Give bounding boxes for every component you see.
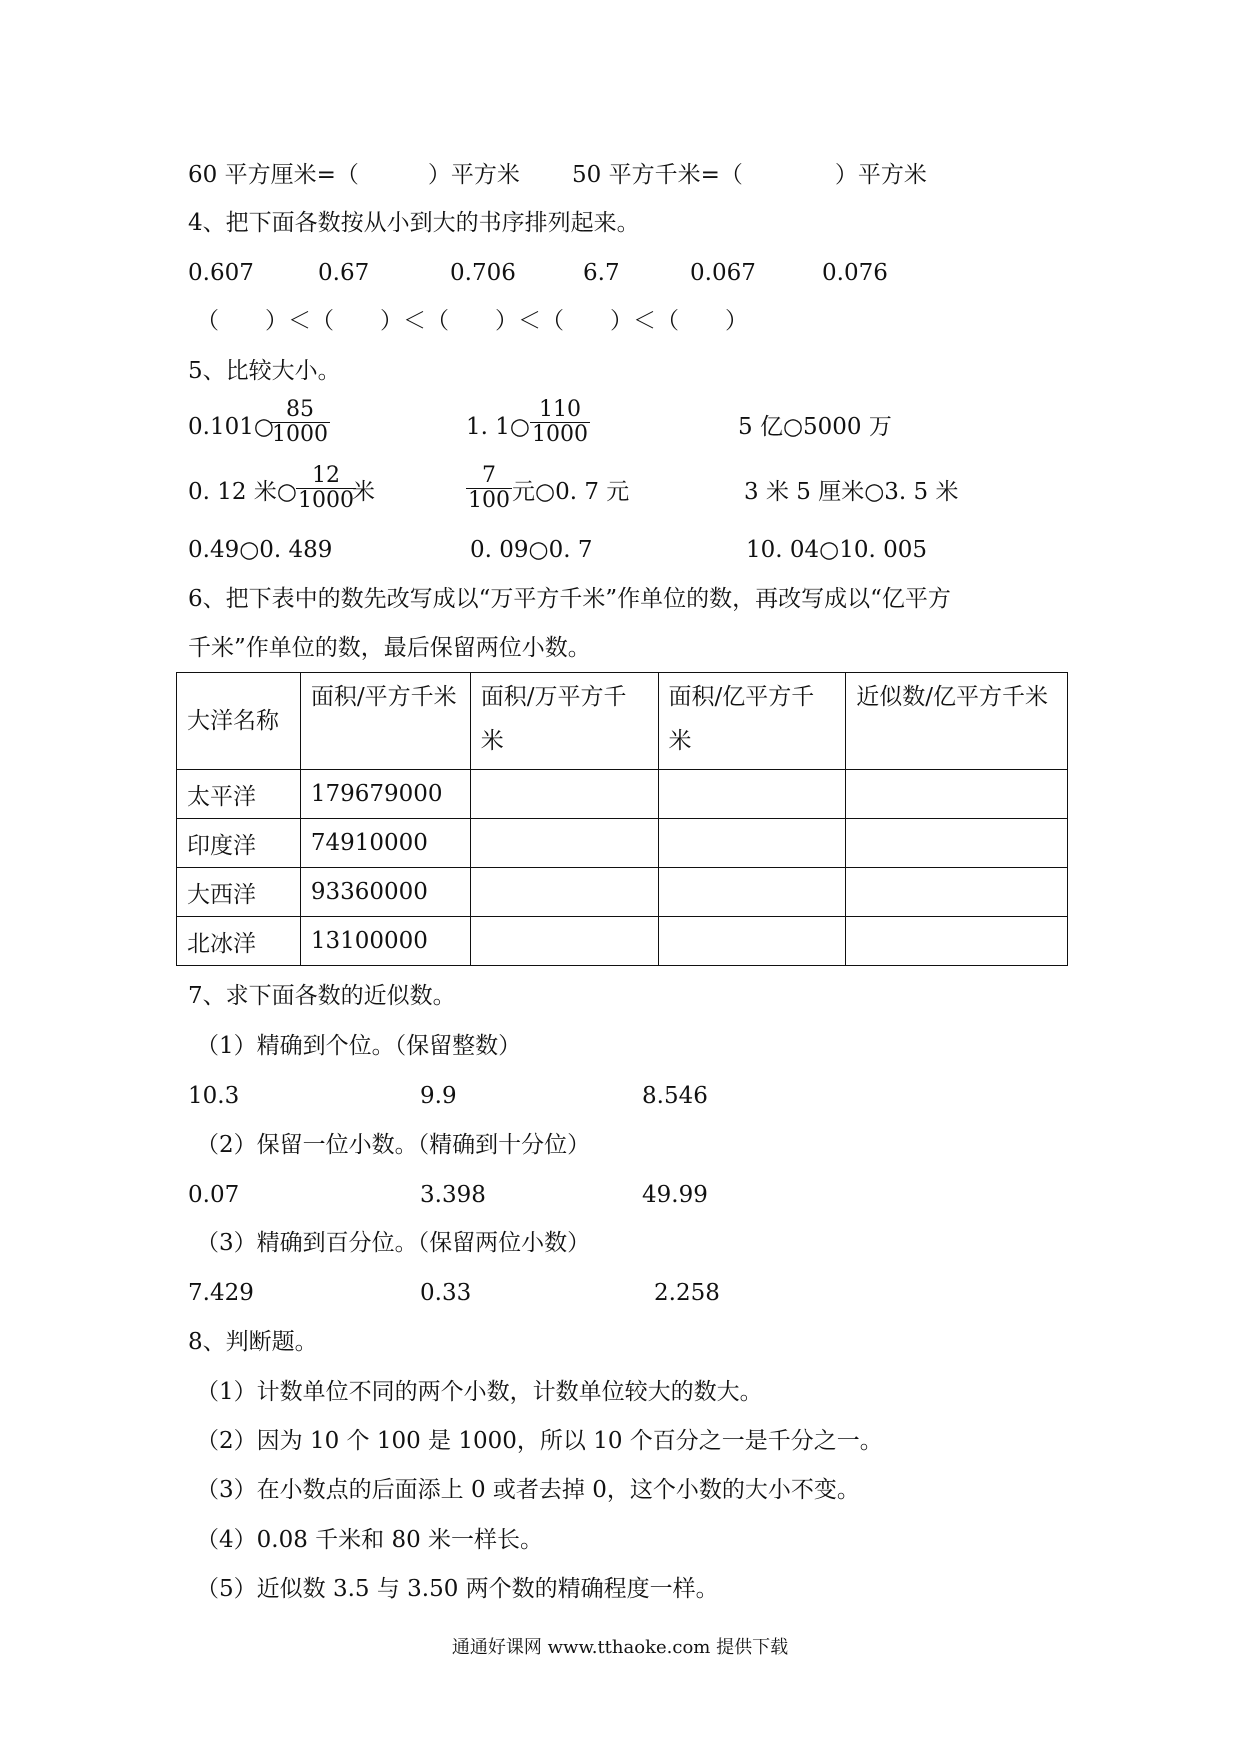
q4-number: 0.076 bbox=[822, 260, 888, 286]
q4-number: 0.607 bbox=[188, 260, 254, 286]
fraction-numerator: 12 bbox=[312, 463, 340, 488]
blank-answer-cell[interactable] bbox=[658, 868, 846, 917]
q5-title: 5、比较大小。 bbox=[188, 358, 341, 384]
q7-part3-value: 7.429 bbox=[188, 1280, 254, 1306]
fraction-denominator: 1000 bbox=[298, 488, 354, 513]
ocean-area-table bbox=[176, 672, 1068, 966]
q4-number: 0.706 bbox=[450, 260, 516, 286]
q6-title-line1: 6、把下表中的数先改写成以“万平方千米”作单位的数，再改写成以“亿平方 bbox=[188, 586, 951, 612]
q8-statement: （4）0.08 千米和 80 米一样长。 bbox=[196, 1527, 544, 1553]
q7-part2-value: 0.07 bbox=[188, 1182, 240, 1208]
q7-part1-title: （1）精确到个位。（保留整数） bbox=[196, 1033, 522, 1059]
q7-part3-title: （3）精确到百分位。（保留两位小数） bbox=[196, 1230, 591, 1256]
page-footer: 通通好课网 www.tthaoke.com 提供下载 bbox=[451, 1637, 789, 1658]
area-cell: 93360000 bbox=[300, 868, 470, 917]
header-approx-100m-km2: 近似数/亿平方千米 bbox=[846, 673, 1068, 770]
blank-answer-cell[interactable] bbox=[470, 917, 658, 966]
q4-number: 0.067 bbox=[690, 260, 756, 286]
q4-order-blanks: （ ）＜（ ）＜（ ）＜（ ）＜（ ） bbox=[196, 308, 748, 334]
q4-number: 6.7 bbox=[583, 260, 620, 286]
fraction-denominator: 100 bbox=[468, 488, 510, 513]
table-row bbox=[177, 770, 1068, 819]
area-cell: 13100000 bbox=[300, 917, 470, 966]
q7-part3-value: 2.258 bbox=[654, 1280, 720, 1306]
q8-statement: （2）因为 10 个 100 是 1000，所以 10 个百分之一是千分之一。 bbox=[196, 1428, 883, 1454]
blank-answer-cell[interactable] bbox=[846, 868, 1068, 917]
ocean-name-cell: 太平洋 bbox=[177, 770, 301, 819]
q5-r3c3: 10. 04○10. 005 bbox=[746, 537, 928, 563]
blank-answer-cell[interactable] bbox=[470, 819, 658, 868]
table-row bbox=[177, 868, 1068, 917]
table-header-row bbox=[177, 673, 1068, 770]
q8-statement: （1）计数单位不同的两个小数，计数单位较大的数大。 bbox=[196, 1379, 763, 1405]
blank-answer-cell[interactable] bbox=[470, 868, 658, 917]
header-area-100m-km2: 面积/亿平方千米 bbox=[658, 673, 846, 770]
q4-title: 4、把下面各数按从小到大的书序排列起来。 bbox=[188, 210, 640, 236]
q5-r3c1: 0.49○0. 489 bbox=[188, 537, 333, 563]
table-row bbox=[177, 917, 1068, 966]
ocean-name-cell: 北冰洋 bbox=[177, 917, 301, 966]
blank-answer-cell[interactable] bbox=[846, 819, 1068, 868]
q8-statement: （3）在小数点的后面添上 0 或者去掉 0，这个小数的大小不变。 bbox=[196, 1477, 860, 1503]
q6-title-line2: 千米”作单位的数，最后保留两位小数。 bbox=[188, 635, 591, 661]
fraction-numerator: 110 bbox=[539, 397, 581, 422]
q7-part3-value: 0.33 bbox=[420, 1280, 472, 1306]
q3-conversion-left: 60 平方厘米=（ ）平方米 bbox=[188, 162, 520, 188]
q7-part2-value: 49.99 bbox=[642, 1182, 708, 1208]
header-area-10k-km2: 面积/万平方千米 bbox=[470, 673, 658, 770]
ocean-name-cell: 大西洋 bbox=[177, 868, 301, 917]
q4-number: 0.67 bbox=[318, 260, 370, 286]
area-cell: 179679000 bbox=[300, 770, 470, 819]
q5-r1c2-fraction bbox=[530, 398, 590, 447]
fraction-denominator: 1000 bbox=[272, 422, 328, 447]
q5-r1c3: 5 亿○5000 万 bbox=[738, 414, 892, 440]
fraction-numerator: 7 bbox=[482, 463, 496, 488]
blank-answer-cell[interactable] bbox=[658, 917, 846, 966]
q5-r2c1-fraction bbox=[296, 464, 356, 513]
q5-r2c2-fraction bbox=[466, 464, 512, 513]
q5-r2c1-right: 米 bbox=[352, 479, 375, 505]
q5-r2c2-right: 元○0. 7 元 bbox=[512, 479, 630, 505]
q5-r1c1-left: 0.101○ bbox=[188, 414, 274, 440]
q5-r1c1-fraction bbox=[270, 398, 330, 447]
blank-answer-cell[interactable] bbox=[658, 819, 846, 868]
q7-title: 7、求下面各数的近似数。 bbox=[188, 983, 456, 1009]
q7-part2-title: （2）保留一位小数。（精确到十分位） bbox=[196, 1132, 591, 1158]
blank-answer-cell[interactable] bbox=[846, 770, 1068, 819]
q5-r1c2-left: 1. 1○ bbox=[466, 414, 530, 440]
area-cell: 74910000 bbox=[300, 819, 470, 868]
fraction-denominator: 1000 bbox=[532, 422, 588, 447]
fraction-numerator: 85 bbox=[286, 397, 314, 422]
q5-r3c2: 0. 09○0. 7 bbox=[470, 537, 593, 563]
blank-answer-cell[interactable] bbox=[846, 917, 1068, 966]
q7-part1-value: 10.3 bbox=[188, 1083, 240, 1109]
ocean-name-cell: 印度洋 bbox=[177, 819, 301, 868]
q7-part2-value: 3.398 bbox=[420, 1182, 486, 1208]
q5-r2c1-left: 0. 12 米○ bbox=[188, 479, 297, 505]
q7-part1-value: 8.546 bbox=[642, 1083, 708, 1109]
q7-part1-value: 9.9 bbox=[420, 1083, 457, 1109]
blank-answer-cell[interactable] bbox=[470, 770, 658, 819]
q8-statement: （5）近似数 3.5 与 3.50 两个数的精确程度一样。 bbox=[196, 1576, 719, 1602]
blank-answer-cell[interactable] bbox=[658, 770, 846, 819]
q5-r2c3: 3 米 5 厘米○3. 5 米 bbox=[744, 479, 959, 505]
header-ocean-name: 大洋名称 bbox=[177, 673, 301, 770]
header-area-km2: 面积/平方千米 bbox=[300, 673, 470, 770]
q3-conversion-right: 50 平方千米=（ ）平方米 bbox=[572, 162, 927, 188]
q8-title: 8、判断题。 bbox=[188, 1329, 318, 1355]
table-row bbox=[177, 819, 1068, 868]
